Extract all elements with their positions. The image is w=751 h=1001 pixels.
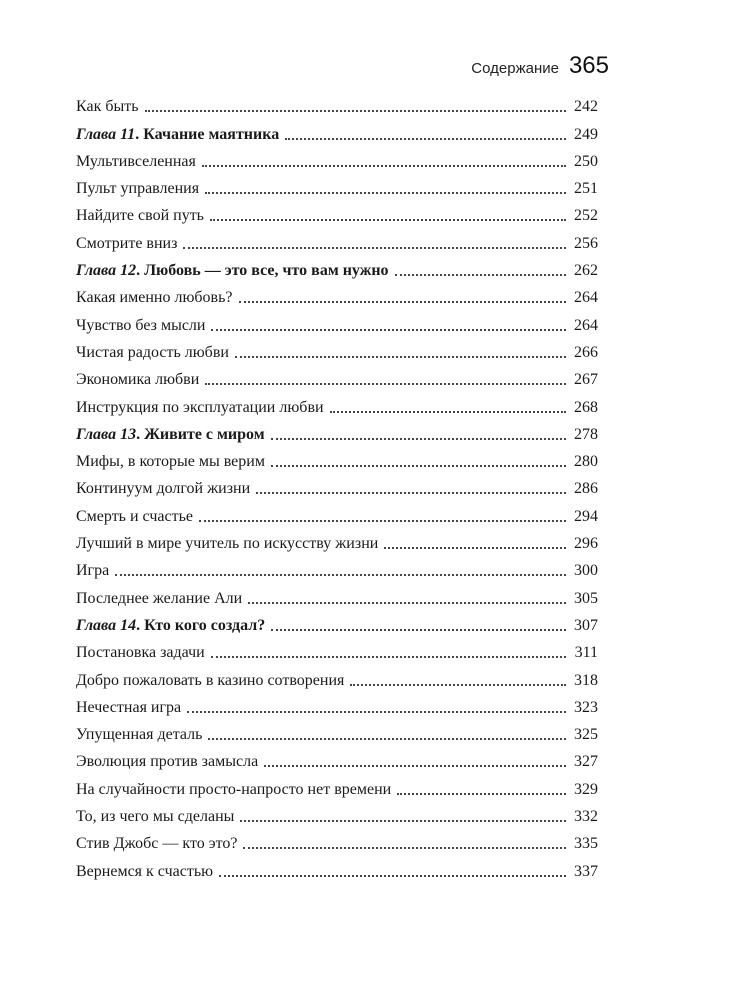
toc-entry-text: Лучший в мире учитель по искусству жизни — [76, 535, 379, 553]
toc-entry-text: Стив Джобс — кто это? — [76, 835, 238, 853]
dot-leader — [199, 520, 566, 522]
dot-leader — [397, 793, 566, 795]
dot-leader — [248, 602, 566, 604]
toc-entry-page: 305 — [574, 589, 598, 607]
toc-entry — [76, 474, 598, 501]
toc-entry — [76, 556, 598, 583]
toc-entry-title — [76, 589, 242, 609]
toc-entry-text: Постановка задачи — [76, 644, 205, 662]
toc-entry-page: 268 — [574, 398, 598, 416]
toc-chapter-entry — [76, 611, 598, 638]
toc-entry-page: 256 — [574, 234, 598, 252]
chapter-label: Глава 12 — [76, 262, 137, 280]
toc-entry-text: Добро пожаловать в казино сотворения — [76, 671, 345, 689]
toc-entry-text: Чистая радость любви — [76, 343, 229, 361]
toc-entry — [76, 829, 598, 856]
toc-entry-text: . Любовь — это все, что вам нужно — [136, 262, 389, 280]
dot-leader — [202, 165, 566, 167]
toc-entry-title — [76, 343, 229, 363]
dot-leader — [240, 820, 566, 822]
toc-entry — [76, 774, 598, 801]
dot-leader — [115, 574, 566, 576]
toc-entry-title — [76, 616, 265, 636]
toc-entry-title — [76, 780, 391, 800]
toc-entry-page: 264 — [574, 289, 598, 307]
toc-entry — [76, 638, 598, 665]
toc-chapter-entry — [76, 119, 598, 146]
toc-entry-text: Последнее желание Али — [76, 589, 243, 607]
toc-entry-page: 267 — [574, 371, 598, 389]
dot-leader — [145, 110, 566, 112]
toc-entry — [76, 447, 598, 474]
toc-entry-page: 318 — [574, 671, 598, 689]
toc-entry-text: Эволюция против замысла — [76, 753, 259, 771]
toc-entry-text: Чувство без мысли — [76, 316, 206, 334]
toc-entry-title — [76, 507, 193, 527]
toc-entry-page: 280 — [574, 453, 598, 471]
dot-leader — [208, 738, 566, 740]
dot-leader — [330, 411, 566, 413]
toc-entry-title — [76, 288, 233, 308]
dot-leader — [271, 465, 566, 467]
toc-entry-page: 325 — [574, 726, 598, 744]
toc-entry-text: На случайности просто-напросто нет времени — [76, 780, 392, 798]
toc-entry-title — [76, 862, 213, 882]
toc-entry — [76, 338, 598, 365]
toc-entry-page: 327 — [574, 753, 598, 771]
toc-entry-text: Континуум долгой жизни — [76, 480, 251, 498]
toc-entry-page: 337 — [574, 862, 598, 880]
toc-entry — [76, 501, 598, 528]
toc-entry-page: 294 — [574, 507, 598, 525]
dot-leader — [384, 547, 566, 549]
toc-entry-text: . Качание маятника — [135, 125, 280, 143]
dot-leader — [183, 247, 566, 249]
dot-leader — [256, 492, 566, 494]
running-header — [471, 52, 609, 80]
toc-entry-title — [76, 179, 199, 199]
toc-entry-page: 323 — [574, 698, 598, 716]
dot-leader — [395, 274, 566, 276]
toc-entry-title — [76, 643, 205, 663]
toc-entry-title — [76, 698, 181, 718]
dot-leader — [205, 192, 566, 194]
dot-leader — [235, 356, 566, 358]
toc-entry — [76, 92, 598, 119]
toc-entry-page: 262 — [574, 262, 598, 280]
table-of-contents — [76, 92, 598, 884]
toc-entry — [76, 802, 598, 829]
toc-entry-title — [76, 152, 196, 172]
toc-entry — [76, 529, 598, 556]
toc-entry-text: Какая именно любовь? — [76, 289, 233, 307]
toc-entry-title — [76, 425, 265, 445]
toc-entry — [76, 174, 598, 201]
toc-entry-text: Игра — [76, 562, 110, 580]
toc-entry — [76, 201, 598, 228]
toc-entry-title — [76, 534, 378, 554]
toc-entry-text: Вернемся к счастью — [76, 862, 214, 880]
toc-entry-text: Смерть и счастье — [76, 507, 193, 525]
dot-leader — [205, 383, 566, 385]
toc-entry-page: 300 — [574, 562, 598, 580]
toc-entry-page: 307 — [574, 616, 598, 634]
chapter-label: Глава 11 — [76, 125, 136, 143]
toc-entry-text: Мифы, в которые мы верим — [76, 453, 265, 471]
dot-leader — [211, 656, 566, 658]
chapter-label: Глава 14 — [76, 616, 137, 634]
dot-leader — [219, 875, 566, 877]
toc-entry — [76, 665, 598, 692]
toc-entry-text: Экономика любви — [76, 371, 200, 389]
toc-entry-title — [76, 125, 279, 145]
dot-leader — [211, 329, 566, 331]
toc-entry-title — [76, 316, 205, 336]
dot-leader — [187, 711, 566, 713]
toc-entry-title — [76, 671, 344, 691]
toc-entry-page: 335 — [574, 835, 598, 853]
toc-entry-text: Мультивселенная — [76, 152, 196, 170]
toc-entry-title — [76, 97, 139, 117]
toc-entry — [76, 283, 598, 310]
dot-leader — [271, 629, 566, 631]
toc-entry-page: 252 — [574, 207, 598, 225]
toc-entry-title — [76, 752, 258, 772]
toc-entry-page: 286 — [574, 480, 598, 498]
toc-entry-page: 329 — [574, 780, 598, 798]
toc-entry — [76, 310, 598, 337]
toc-entry-text: Инструкция по эксплуатации любви — [76, 398, 324, 416]
toc-entry — [76, 747, 598, 774]
toc-chapter-entry — [76, 256, 598, 283]
dot-leader — [264, 765, 566, 767]
toc-entry-page: 264 — [574, 316, 598, 334]
toc-chapter-entry — [76, 420, 598, 447]
header-page-number: 365 — [568, 52, 609, 79]
toc-entry-title — [76, 807, 234, 827]
toc-entry-text: . Кто кого создал? — [136, 616, 266, 634]
toc-entry-page: 332 — [574, 808, 598, 826]
toc-entry-page: 249 — [574, 125, 598, 143]
toc-entry-title — [76, 206, 204, 226]
toc-entry-title — [76, 479, 250, 499]
toc-entry-title — [76, 370, 199, 390]
toc-entry-text: То, из чего мы сделаны — [76, 808, 235, 826]
toc-entry-title — [76, 261, 389, 281]
toc-entry-text: Пульт управления — [76, 180, 200, 198]
toc-entry-page: 251 — [574, 180, 598, 198]
dot-leader — [350, 684, 566, 686]
chapter-label: Глава 13 — [76, 425, 137, 443]
toc-entry-title — [76, 725, 202, 745]
toc-entry — [76, 583, 598, 610]
toc-entry — [76, 392, 598, 419]
dot-leader — [271, 438, 566, 440]
toc-entry-title — [76, 834, 237, 854]
toc-entry — [76, 693, 598, 720]
dot-leader — [210, 219, 566, 221]
toc-entry-text: . Живите с миром — [136, 425, 265, 443]
toc-entry-text: Упущенная деталь — [76, 726, 203, 744]
dot-leader — [243, 847, 566, 849]
toc-entry-page: 250 — [574, 152, 598, 170]
toc-entry — [76, 147, 598, 174]
toc-entry-title — [76, 561, 109, 581]
toc-entry-page: 296 — [574, 535, 598, 553]
toc-entry — [76, 720, 598, 747]
dot-leader — [285, 138, 566, 140]
toc-entry-page: 242 — [574, 98, 598, 116]
toc-entry-page: 311 — [574, 644, 598, 662]
toc-entry — [76, 228, 598, 255]
toc-entry-page: 266 — [574, 343, 598, 361]
toc-entry-text: Нечестная игра — [76, 698, 182, 716]
toc-entry-text: Найдите свой путь — [76, 207, 204, 225]
toc-entry-title — [76, 398, 324, 418]
toc-entry-text: Как быть — [76, 98, 139, 116]
header-title: Содержание — [471, 60, 559, 77]
toc-entry — [76, 365, 598, 392]
toc-entry-page: 278 — [574, 425, 598, 443]
toc-entry-title — [76, 452, 265, 472]
toc-entry-text: Смотрите вниз — [76, 234, 178, 252]
toc-entry — [76, 856, 598, 883]
toc-entry-title — [76, 234, 177, 254]
dot-leader — [239, 301, 567, 303]
